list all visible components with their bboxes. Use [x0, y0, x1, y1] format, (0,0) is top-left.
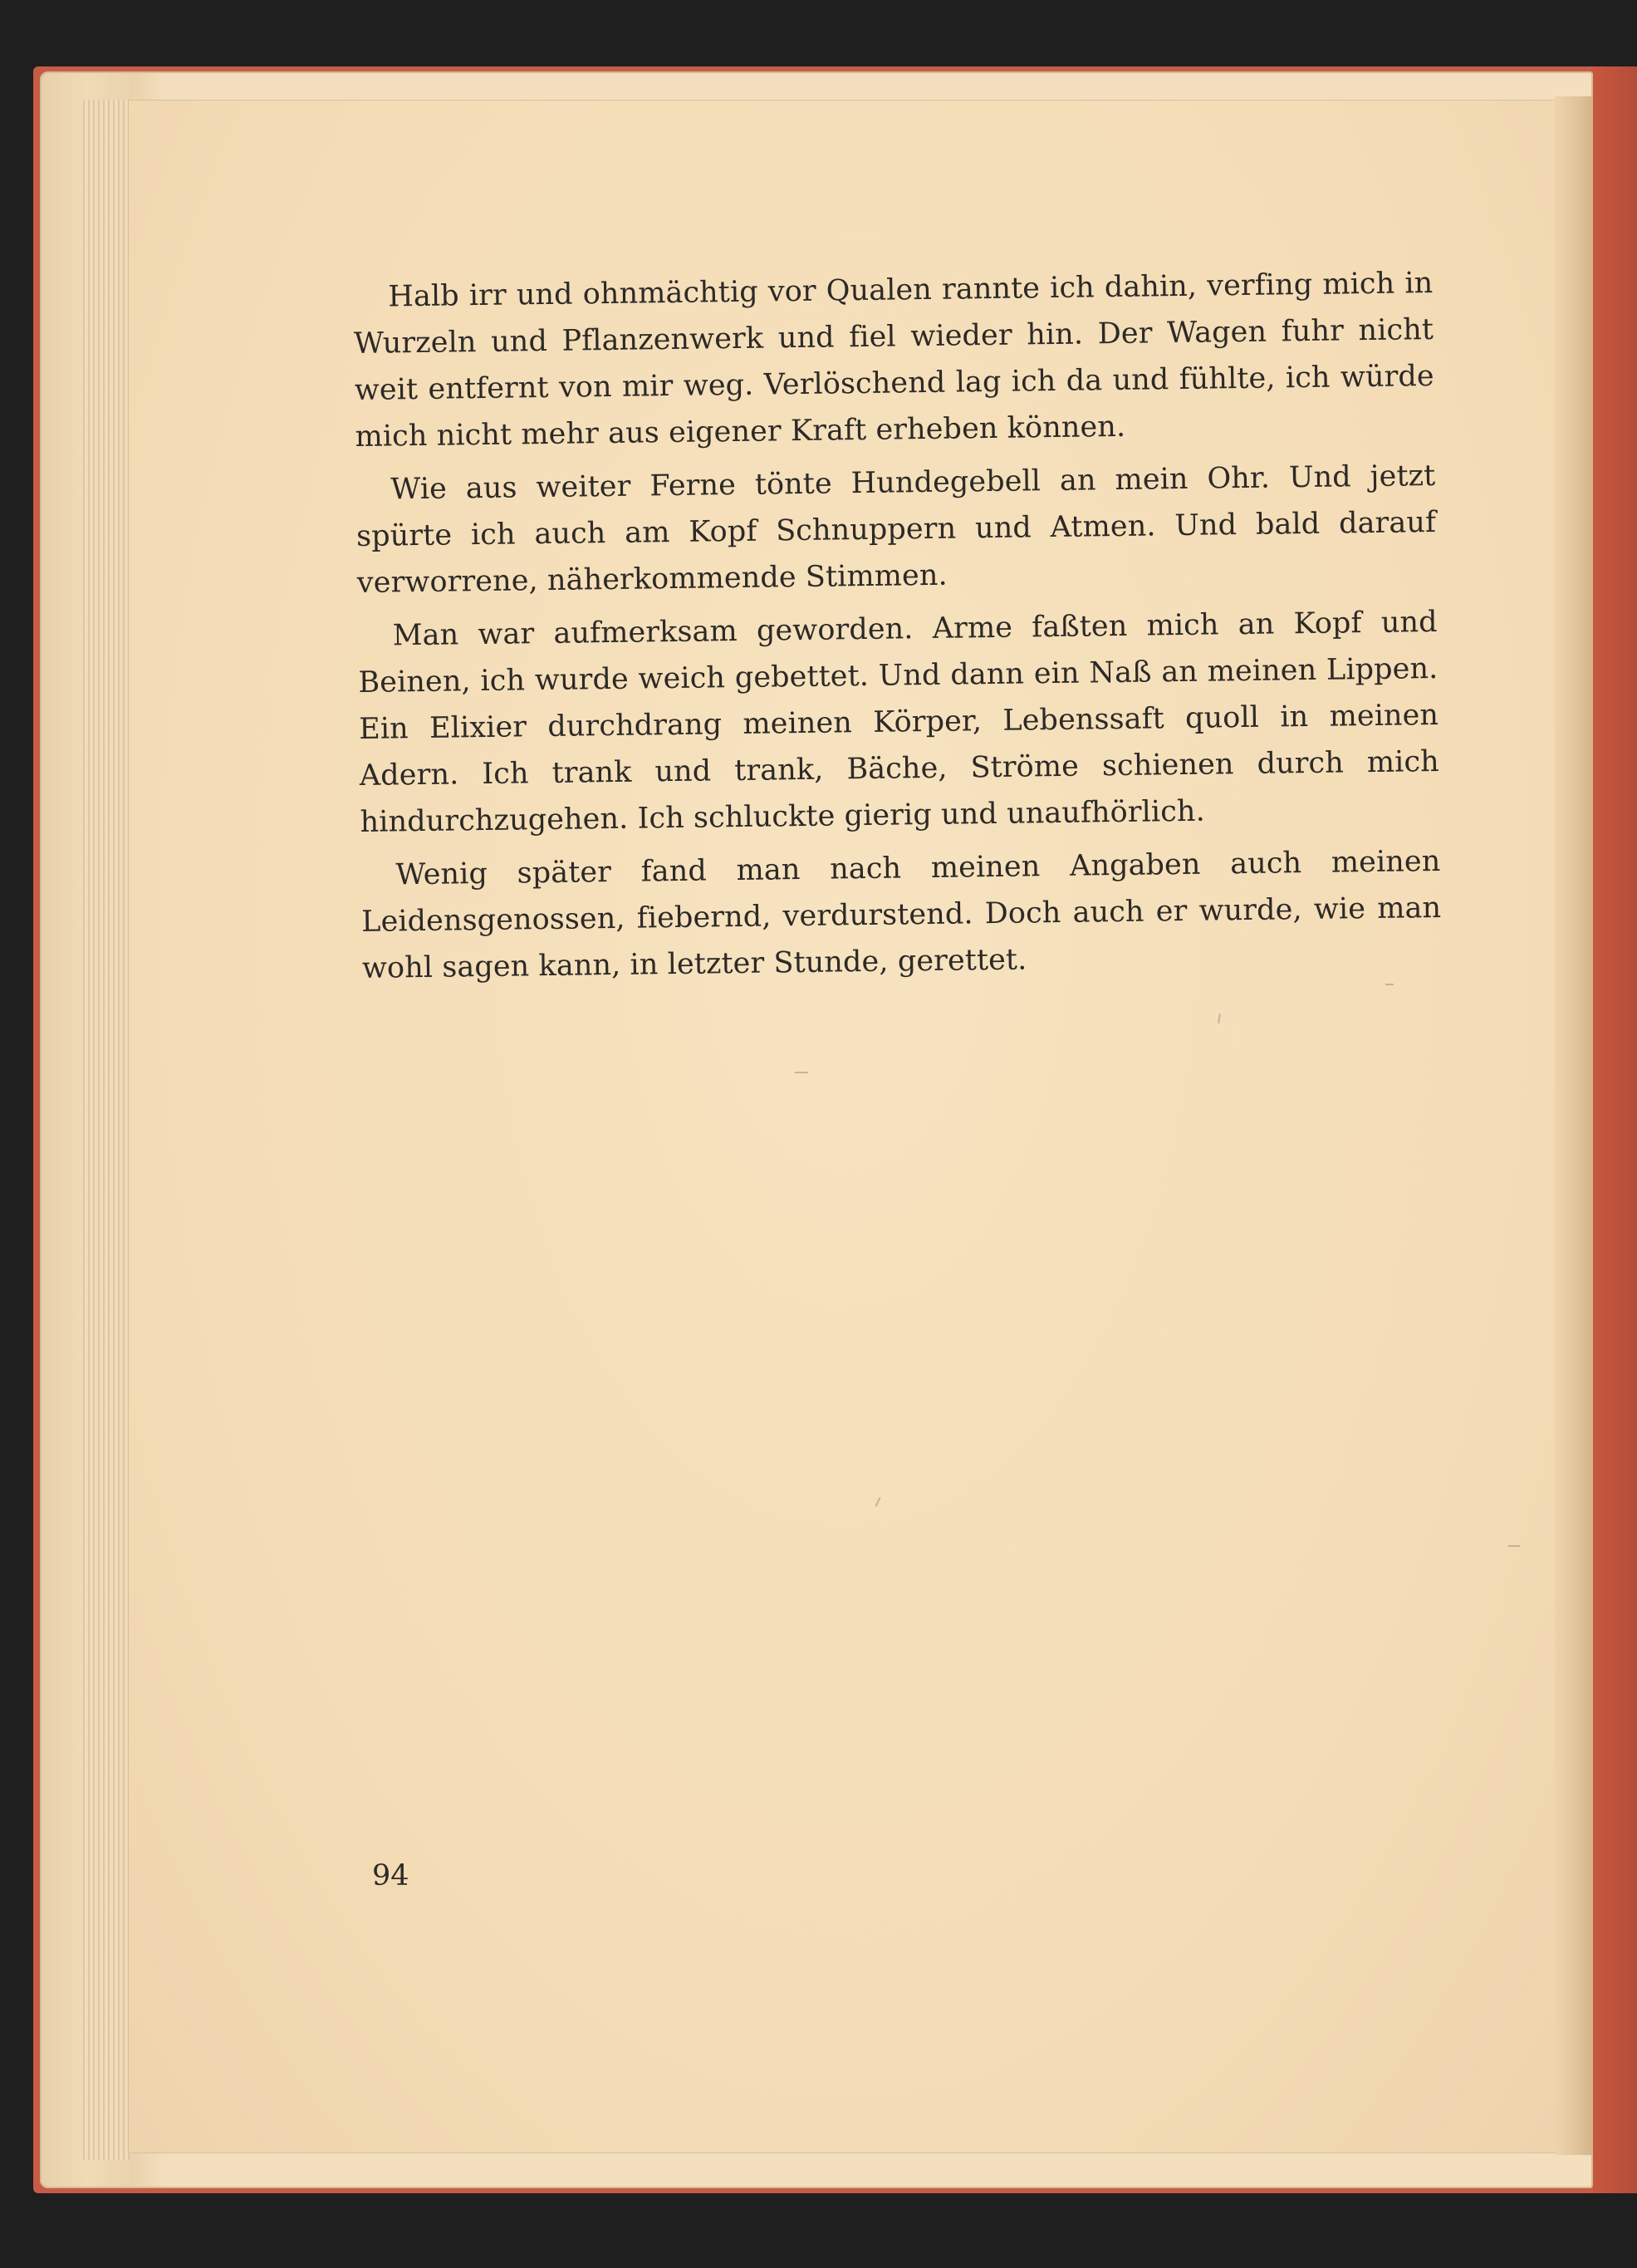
paper-speck	[1508, 1545, 1520, 1547]
paragraph-4: Wenig später fand man nach meinen Angaben auch meinen Leidensgenossen, fiebernd, verdurstend. Doch auch er wurde, wie man wohl sagen kann, in letzter Stunde, gerettet.	[360, 844, 1442, 985]
page-text	[353, 260, 1442, 999]
paragraph-2: Wie aus weiter Ferne tönte Hundegebell an mein Ohr. Und jetzt spürte ich auch am Kopf Schnuppern und Atmen. Und bald darauf verworrene, näherkommende Stimmen.	[355, 459, 1437, 600]
page-edges	[83, 100, 130, 2160]
paper-speck	[795, 1072, 808, 1073]
paper-speck	[1385, 984, 1394, 985]
paragraph-3: Man war aufmerksam geworden. Arme faßten mich an Kopf und Beinen, ich wurde weich gebettet. Und dann ein Naß an meinen Lippen. Ein Elixier durchdrang meinen Körper, Lebenssaft quoll in meinen Adern. Ich trank und trank, Bäche, Ströme schienen durch mich hindurchzugehen. Ich schluckte gierig und unaufhörlich.	[358, 605, 1440, 839]
right-cover-edge	[1593, 66, 1637, 2193]
page-number: 94	[372, 1859, 409, 1892]
gutter-shadow	[1555, 96, 1593, 2155]
paragraph-1: Halb irr und ohnmächtig vor Qualen rannte ich dahin, verfing mich in Wurzeln und Pflanzenwerk und fiel wieder hin. Der Wagen fuhr nicht weit entfernt von mir weg. Verlöschend lag ich da und fühlte, ich würde mich nicht mehr aus eigener Kraft erheben können.	[353, 266, 1434, 454]
